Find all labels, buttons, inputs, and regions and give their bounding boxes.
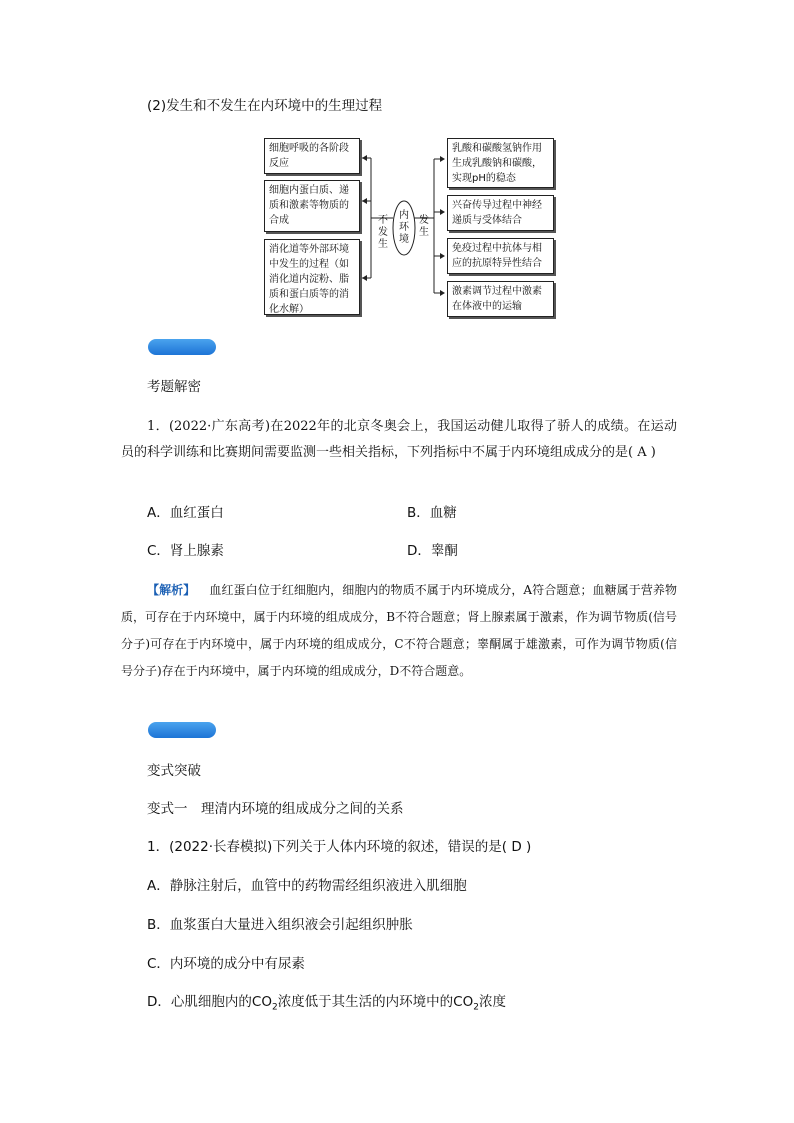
section-title: (2)发生和不发生在内环境中的生理过程 [147, 98, 383, 114]
part2-question: 1．(2022·长春模拟)下列关于人体内环境的叙述，错误的是( D ) [147, 839, 532, 855]
part2-option-d [147, 992, 506, 1018]
part1-heading: 考题解密 [147, 379, 201, 395]
analysis-text: 血红蛋白位于红细胞内，细胞内的物质不属于内环境成分，A符合题意；血糖属于营养物质，可存在于内环境中，属于内环境的组成成分，B不符合题意；肾上腺素属于激素，作为调节物质(信号分子)可存在于内环境中，属于内环境的组成成分，C不符合题意；睾酮属于雄激素，可作为调节物质(信号分子)存在于内环境中，属于内环境的组成成分，D不符合题意。 [121, 583, 677, 678]
right-box-1: 乳酸和碳酸氢钠作用生成乳酸钠和碳酸，实现pH的稳态 [447, 138, 554, 188]
part2-heading: 变式突破 [147, 763, 201, 779]
diagram-connectors [0, 0, 794, 330]
part2-option-c: C．内环境的成分中有尿素 [147, 956, 305, 972]
section-badge-1 [148, 339, 216, 355]
part1-option-b: B．血糖 [407, 505, 457, 521]
occur-label: 发生 [419, 215, 429, 238]
section-badge-2 [148, 722, 216, 738]
left-box-2: 细胞内蛋白质、递质和激素等物质的合成 [264, 180, 360, 232]
part1-option-c: C．肾上腺素 [147, 543, 224, 559]
part2-option-a: A．静脉注射后，血管中的药物需经组织液进入肌细胞 [147, 878, 467, 894]
center-label: 内环境 [399, 210, 409, 245]
not-occur-label: 不发生 [378, 215, 388, 250]
part2-subheading: 变式一 理清内环境的组成成分之间的关系 [147, 801, 404, 817]
option-d-mid: 浓度低于其生活的内环境中的CO [277, 994, 474, 1010]
co2-subscript-1: 2 [271, 1002, 278, 1013]
right-box-3: 免疫过程中抗体与相应的抗原特异性结合 [447, 238, 554, 274]
right-box-4: 激素调节过程中激素在体液中的运输 [447, 281, 554, 317]
part1-option-d: D．睾酮 [407, 543, 458, 559]
co2-subscript-2: 2 [473, 1002, 479, 1013]
part1-option-a: A．血红蛋白 [147, 505, 224, 521]
left-box-3: 消化道等外部环境中发生的过程（如消化道内淀粉、脂质和蛋白质等的消化水解） [264, 239, 360, 315]
option-d-prefix: D．心肌细胞内的CO [147, 994, 272, 1010]
left-box-1: 细胞呼吸的各阶段反应 [264, 138, 360, 174]
process-diagram [0, 0, 794, 330]
right-box-2: 兴奋传导过程中神经递质与受体结合 [447, 195, 554, 231]
analysis-label: 【解析】 [147, 583, 196, 597]
part1-analysis [121, 577, 677, 685]
option-d-suffix: 浓度 [478, 994, 506, 1010]
part2-option-b: B．血浆蛋白大量进入组织液会引起组织肿胀 [147, 917, 413, 933]
part1-question: 1．(2022·广东高考)在2022年的北京冬奥会上，我国运动健儿取得了骄人的成绩。在运动员的科学训练和比赛期间需要监测一些相关指标，下列指标中不属于内环境组成成分的是( A ) [121, 419, 677, 460]
